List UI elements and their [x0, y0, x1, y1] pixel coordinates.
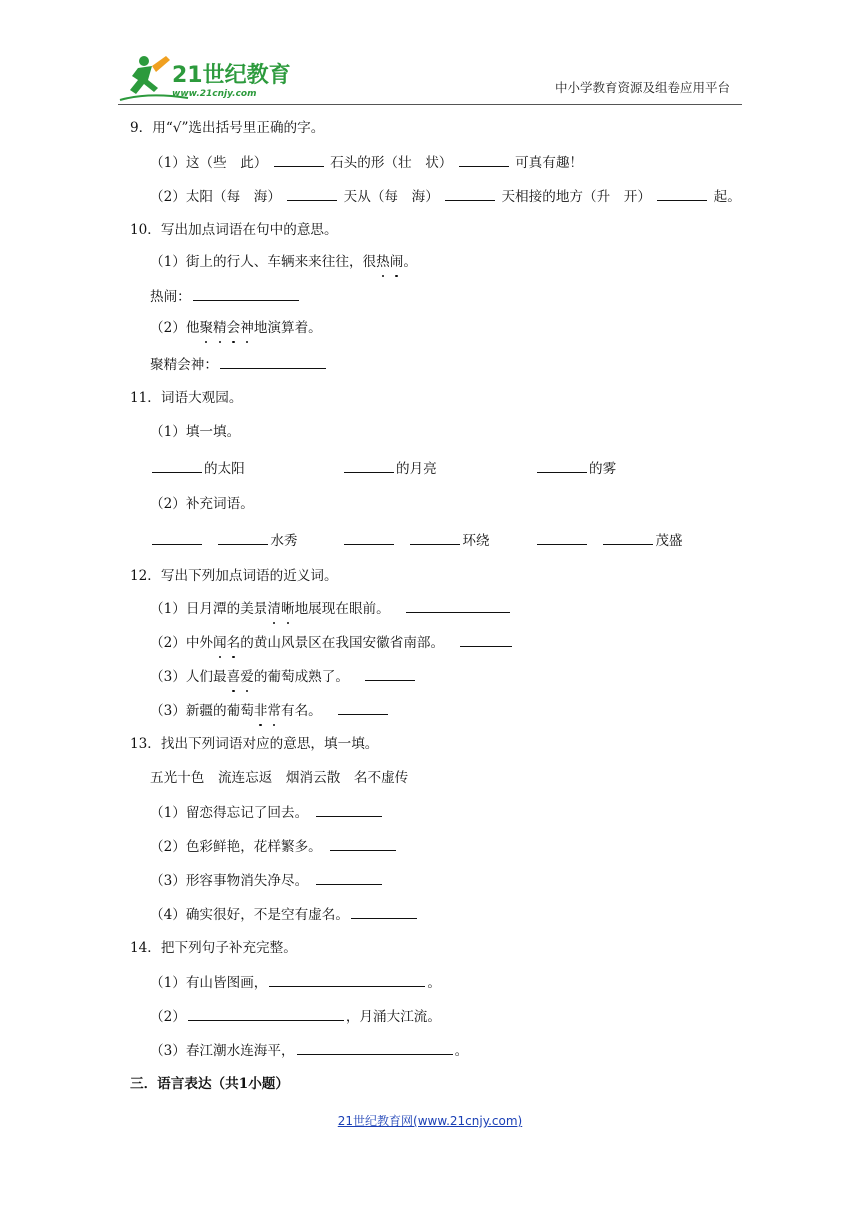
q12-s3b: 的葡萄成熟了。 [253, 669, 349, 685]
answer-blank[interactable] [220, 354, 326, 369]
q12-item2 [150, 632, 514, 653]
q12-s4b: 有名。 [281, 703, 322, 719]
q11-idiom-3 [535, 530, 683, 551]
answer-blank[interactable] [338, 700, 388, 715]
logo-url: www.21cnjy.com [172, 89, 257, 99]
q14-item3 [150, 1040, 468, 1061]
answer-blank[interactable] [188, 1006, 344, 1021]
dotted-char: 神 [240, 320, 254, 336]
q11-idiom-1 [150, 530, 298, 551]
dotted-char: 爱 [240, 669, 254, 685]
answer-blank[interactable] [269, 972, 425, 987]
dotted-char: 聚 [199, 320, 214, 336]
page-header [0, 0, 860, 110]
dotted-char: 名 [226, 635, 241, 651]
answer-blank[interactable] [330, 836, 396, 851]
q14-s3b: 。 [454, 1043, 469, 1059]
q11-f3: 的雾 [589, 461, 617, 477]
q12-s2a: （2）中外 [150, 635, 214, 651]
answer-blank[interactable] [344, 530, 394, 545]
answer-blank[interactable] [537, 530, 587, 545]
q12-s1a: （1）日月潭的美景 [150, 601, 268, 617]
q14-item1 [150, 972, 441, 993]
q13-item3 [150, 870, 384, 891]
answer-blank[interactable] [193, 286, 299, 301]
q14-s2b: ，月涌大江流。 [345, 1009, 441, 1025]
answer-blank[interactable] [297, 1040, 453, 1055]
answer-blank[interactable] [365, 666, 415, 681]
section-heading: 三．语言表达（共1小题） [130, 1076, 289, 1092]
answer-blank[interactable] [410, 530, 460, 545]
answer-blank[interactable] [460, 632, 512, 647]
q11-title: 11．词语大观园。 [130, 390, 243, 406]
dotted-char: 热 [376, 254, 390, 270]
q13-i2: （2）色彩鲜艳，花样繁多。 [150, 839, 322, 855]
q12-s3a: （3）人们最 [150, 669, 227, 685]
q10-s2-end: 地演算着。 [253, 320, 322, 336]
q10-title: 10．写出加点词语在句中的意思。 [130, 222, 338, 238]
q12-s2b: 的黄山风景区在我国安徽省南部。 [240, 635, 445, 651]
q11-fill-row-2 [342, 458, 437, 479]
q10-answer2 [150, 354, 328, 375]
header-divider [118, 104, 742, 105]
answer-blank[interactable] [287, 186, 337, 201]
dotted-char: 常 [267, 703, 281, 719]
answer-blank[interactable] [351, 904, 417, 919]
q13-title: 13．找出下列词语对应的意思，填一填。 [130, 736, 379, 752]
q10-sentence1 [150, 252, 417, 272]
q9-l1c: 可真有趣！ [515, 155, 584, 171]
q9-title: 9．用“√”选出括号里正确的字。 [130, 120, 325, 136]
q10-answer1 [150, 286, 301, 307]
answer-blank[interactable] [316, 802, 382, 817]
dotted-char: 精 [213, 320, 227, 336]
q13-item1 [150, 802, 384, 823]
q11-g1: 水秀 [270, 533, 298, 549]
answer-blank[interactable] [603, 530, 653, 545]
dotted-char: 清 [267, 601, 281, 617]
q9-l1a: （1）这（些 此） [150, 155, 268, 171]
q9-l2a: （2）太阳（每 海） [150, 189, 281, 205]
q11-fill-row [150, 458, 245, 479]
q14-title: 14．把下列句子补充完整。 [130, 940, 297, 956]
q12-s1b: 地展现在眼前。 [294, 601, 390, 617]
q13-item4 [150, 904, 419, 925]
dotted-char: 闹 [389, 254, 404, 270]
q9-line1 [150, 152, 583, 173]
q11-part1: （1）填一填。 [150, 424, 241, 440]
answer-blank[interactable] [406, 598, 510, 613]
q13-word-bank: 五光十色 流连忘返 烟消云散 名不虚传 [150, 770, 409, 786]
answer-blank[interactable] [152, 458, 202, 473]
answer-blank[interactable] [218, 530, 268, 545]
q12-item3 [150, 666, 417, 687]
logo-text: 21世纪教育 [172, 63, 291, 88]
q14-s3a: （3）春江潮水连海平， [150, 1043, 295, 1059]
q11-g3: 茂盛 [655, 533, 683, 549]
dotted-char: 会 [226, 320, 241, 336]
q9-l1b: 石头的形（壮 状） [330, 155, 453, 171]
answer-blank[interactable] [657, 186, 707, 201]
q11-f1: 的太阳 [204, 461, 245, 477]
answer-blank[interactable] [537, 458, 587, 473]
answer-blank[interactable] [152, 530, 202, 545]
q10-s1-end: 。 [403, 254, 417, 270]
q9-l2c: 天相接的地方（升 开） [501, 189, 651, 205]
q12-s4a: （3）新疆的葡萄 [150, 703, 254, 719]
q10-s1-text: （1）街上的行人、车辆来来往往，很 [150, 254, 377, 270]
q12-item4 [150, 700, 390, 721]
dotted-char: 晰 [281, 601, 295, 617]
q12-item1 [150, 598, 512, 619]
q11-part2: （2）补充词语。 [150, 496, 254, 512]
q13-i4: （4）确实很好，不是空有虚名。 [150, 907, 349, 923]
answer-blank[interactable] [316, 870, 382, 885]
q14-s2a: （2） [150, 1009, 186, 1025]
q10-sentence2 [150, 318, 322, 338]
q11-fill-row-3 [535, 458, 616, 479]
footer-link[interactable]: 21世纪教育网(www.21cnjy.com) [337, 1114, 523, 1128]
q9-l2b: 天从（每 海） [343, 189, 439, 205]
q10-a2-label: 聚精会神： [150, 357, 218, 373]
page-footer [0, 1112, 860, 1129]
answer-blank[interactable] [445, 186, 495, 201]
q11-g2: 环绕 [462, 533, 490, 549]
q9-l2d: 起。 [713, 189, 741, 205]
answer-blank[interactable] [274, 152, 324, 167]
logo [118, 52, 318, 104]
dotted-char: 闻 [213, 635, 227, 651]
q11-idiom-2 [342, 530, 490, 551]
q14-s1b: 。 [427, 975, 441, 991]
dotted-char: 非 [253, 703, 268, 719]
q13-item2 [150, 836, 398, 857]
answer-blank[interactable] [459, 152, 509, 167]
answer-blank[interactable] [344, 458, 394, 473]
q14-item2 [150, 1006, 441, 1027]
q14-s1a: （1）有山皆图画， [150, 975, 268, 991]
dotted-char: 喜 [226, 669, 241, 685]
q11-f2: 的月亮 [396, 461, 437, 477]
q10-a1-label: 热闹： [150, 289, 191, 305]
q13-i1: （1）留恋得忘记了回去。 [150, 805, 309, 821]
q13-i3: （3）形容事物消失净尽。 [150, 873, 309, 889]
q9-line2 [150, 186, 741, 207]
q12-title: 12．写出下列加点词语的近义词。 [130, 568, 338, 584]
q10-s2-text: （2）他 [150, 320, 200, 336]
platform-label: 中小学教育资源及组卷应用平台 [554, 80, 730, 95]
